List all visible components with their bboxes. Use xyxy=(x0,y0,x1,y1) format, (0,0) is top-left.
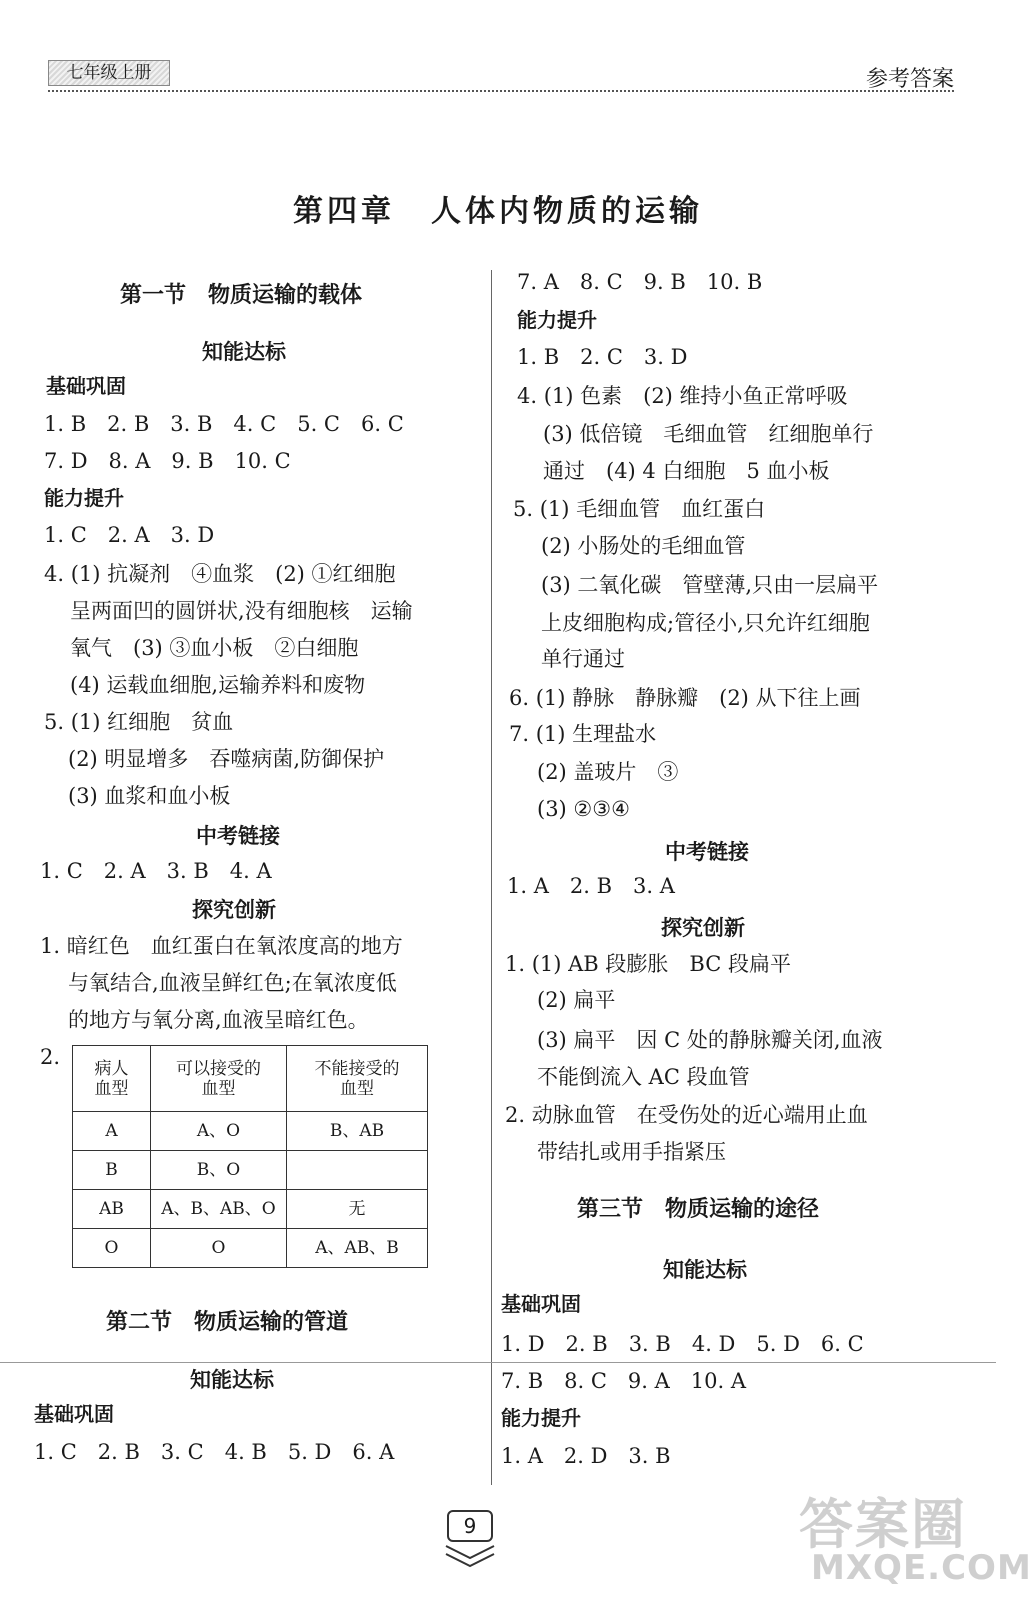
section-heading: 第一节 物质运输的载体 xyxy=(120,283,363,308)
table-cell: A、O xyxy=(151,1112,287,1151)
answer-line: (3) 血浆和血小板 xyxy=(68,784,231,808)
table-cell: O xyxy=(151,1229,287,1268)
answer-line: 氧气 (3) ③血小板 ②白细胞 xyxy=(70,636,359,660)
answer-line: 上皮细胞构成;管径小,只允许红细胞 xyxy=(541,611,870,635)
table-cell: B xyxy=(73,1151,151,1190)
answer-line: 7. B 8. C 9. A 10. A xyxy=(501,1369,747,1393)
answer-line: (3) ②③④ xyxy=(537,797,630,821)
table-row xyxy=(73,1151,428,1190)
section-heading: 第二节 物质运输的管道 xyxy=(106,1310,349,1335)
answer-line: 1. D 2. B 3. B 4. D 5. D 6. C xyxy=(501,1332,864,1356)
answer-line: (3) 低倍镜 毛细血管 红细胞单行 xyxy=(543,422,874,446)
answer-line: 6. (1) 静脉 静脉瓣 (2) 从下往上画 xyxy=(509,686,861,710)
answer-line: 7. D 8. A 9. B 10. C xyxy=(44,449,291,473)
subsection-heading: 基础巩固 xyxy=(34,1402,114,1426)
answer-line: (2) 明显增多 吞噬病菌,防御保护 xyxy=(68,747,385,771)
table-cell: AB xyxy=(73,1190,151,1229)
header-title: 参考答案 xyxy=(865,67,954,92)
table-header-cell: 病人 血型 xyxy=(73,1046,151,1112)
subsection-heading: 基础巩固 xyxy=(46,374,126,398)
answer-line: 与氧结合,血液呈鲜红色;在氧浓度低 xyxy=(68,971,397,995)
answer-line: 不能倒流入 AC 段血管 xyxy=(537,1065,750,1089)
subsection-heading: 知能达标 xyxy=(663,1258,747,1282)
answer-line: 2. xyxy=(40,1045,61,1069)
subsection-heading: 中考链接 xyxy=(196,824,280,848)
answer-line: (2) 盖玻片 ③ xyxy=(537,760,679,784)
table-cell: B、O xyxy=(151,1151,287,1190)
table-cell: A xyxy=(73,1112,151,1151)
answer-line: 4. (1) 色素 (2) 维持小鱼正常呼吸 xyxy=(517,384,848,408)
chevron-down-icon xyxy=(440,1542,500,1572)
subsection-heading: 能力提升 xyxy=(44,486,124,510)
table-row xyxy=(73,1190,428,1229)
answer-line: 通过 (4) 4 白细胞 5 血小板 xyxy=(543,459,830,483)
answer-line: 1. C 2. A 3. B 4. A xyxy=(40,859,272,883)
section-heading: 第三节 物质运输的途径 xyxy=(577,1197,820,1222)
answer-line: 1. A 2. B 3. A xyxy=(507,874,675,898)
column-divider xyxy=(491,270,492,1485)
grade-tag: 七年级上册 xyxy=(48,60,170,86)
chapter-title xyxy=(0,186,996,230)
subsection-heading: 基础巩固 xyxy=(501,1292,581,1316)
subsection-heading: 知能达标 xyxy=(190,1368,274,1392)
page-number: 9 xyxy=(447,1510,493,1542)
answer-line: 1. B 2. B 3. B 4. C 5. C 6. C xyxy=(44,412,404,436)
table-header-cell: 可以接受的 血型 xyxy=(151,1046,287,1112)
table-cell: O xyxy=(73,1229,151,1268)
table-row xyxy=(73,1229,428,1268)
table-cell: A、B、AB、O xyxy=(151,1190,287,1229)
subsection-heading: 知能达标 xyxy=(202,340,286,364)
answer-line: 7. A 8. C 9. B 10. B xyxy=(517,270,763,294)
answer-line: 5. (1) 毛细血管 血红蛋白 xyxy=(513,497,766,521)
chapter-name: 人体内物质的运输 xyxy=(431,194,703,229)
table-header-cell: 不能接受的 血型 xyxy=(287,1046,428,1112)
subsection-heading: 探究创新 xyxy=(192,898,276,922)
subsection-heading: 能力提升 xyxy=(517,308,597,332)
answer-line: (3) 二氧化碳 管壁薄,只由一层扁平 xyxy=(541,573,879,597)
subsection-heading: 中考链接 xyxy=(665,840,749,864)
table-header-row xyxy=(73,1046,428,1112)
answer-line: 7. (1) 生理盐水 xyxy=(509,722,657,746)
answer-line: (2) 小肠处的毛细血管 xyxy=(541,534,746,558)
table-row xyxy=(73,1112,428,1151)
answer-line: 1. C 2. A 3. D xyxy=(44,523,215,547)
watermark-logo xyxy=(799,1482,1032,1592)
answer-line: 2. 动脉血管 在受伤处的近心端用止血 xyxy=(505,1103,868,1127)
answer-line: 的地方与氧分离,血液呈暗红色。 xyxy=(68,1008,369,1032)
chapter-number: 第四章 xyxy=(293,194,395,229)
table-cell: B、AB xyxy=(287,1112,428,1151)
answer-line: 4. (1) 抗凝剂 ④血浆 (2) ①红细胞 xyxy=(44,562,396,586)
answer-line: 1. (1) AB 段膨胀 BC 段扁平 xyxy=(505,952,791,976)
answer-line: 1. 暗红色 血红蛋白在氧浓度高的地方 xyxy=(40,934,403,958)
table-cell xyxy=(287,1151,428,1190)
answer-line: (2) 扁平 xyxy=(537,988,616,1012)
header-rule xyxy=(48,90,954,92)
table-cell: A、AB、B xyxy=(287,1229,428,1268)
answer-line: 1. B 2. C 3. D xyxy=(517,345,688,369)
answer-line: (4) 运载血细胞,运输养料和废物 xyxy=(70,673,366,697)
page-split-line xyxy=(0,1362,996,1363)
answer-line: 5. (1) 红细胞 贫血 xyxy=(44,710,234,734)
answer-line: 1. A 2. D 3. B xyxy=(501,1444,671,1468)
table-cell: 无 xyxy=(287,1190,428,1229)
answer-line: 1. C 2. B 3. C 4. B 5. D 6. A xyxy=(34,1440,395,1464)
blood-type-table xyxy=(72,1045,428,1268)
watermark-url: MXQE.COM xyxy=(811,1548,1032,1588)
subsection-heading: 能力提升 xyxy=(501,1406,581,1430)
answer-line: 呈两面凹的圆饼状,没有细胞核 运输 xyxy=(70,599,413,623)
watermark-text: 答案圈 xyxy=(799,1493,967,1556)
answer-line: 单行通过 xyxy=(541,647,625,671)
subsection-heading: 探究创新 xyxy=(661,916,745,940)
answer-line: 带结扎或用手指紧压 xyxy=(537,1140,726,1164)
answer-line: (3) 扁平 因 C 处的静脉瓣关闭,血液 xyxy=(537,1028,883,1052)
